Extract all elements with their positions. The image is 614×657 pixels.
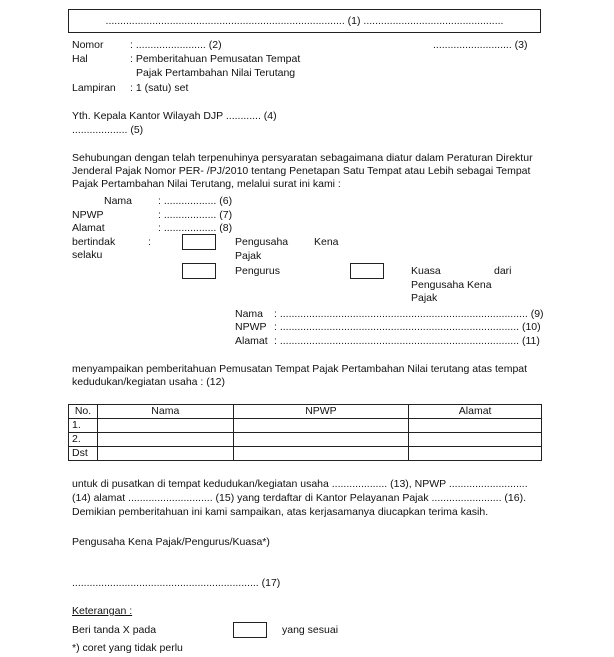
- column-header-npwp: NPWP: [233, 405, 409, 419]
- kuasa-nama-label: Nama: [235, 308, 264, 320]
- kuasa-npwp-value: : .................................................................................. (10): [274, 321, 541, 333]
- table-cell-npwp: [233, 447, 409, 461]
- npwp-label: NPWP: [72, 209, 104, 221]
- signature-line: ................................................................ (17): [72, 577, 281, 589]
- intro-paragraph: Sehubungan dengan telah terpenuhinya persyaratan sebagaimana diatur dalam Peraturan Direktur Jenderal Pajak Nomor PER- /PJ/2010 tentang Penetapan Satu Tempat atau Lebih sebagai Tempat Pajak Pertambahan Nilai Terutang, melalui surat ini kami :: [72, 152, 533, 190]
- table-row: [69, 447, 542, 461]
- bertindak-colon: :: [148, 236, 151, 248]
- recipient-line-2: ................... (5): [72, 124, 144, 136]
- kuasa-npwp-label: NPWP: [235, 321, 267, 333]
- letterhead-placeholder: .................................................................................. (1) ................................................: [105, 15, 504, 27]
- business-location-table: [68, 404, 542, 461]
- column-header-no: No.: [69, 405, 98, 419]
- table-cell-npwp: [233, 419, 409, 433]
- table-cell-alamat: [409, 433, 542, 447]
- closing-line-1: untuk di pusatkan di tempat kedudukan/kegiatan usaha ................... (13), NPWP ...........................: [72, 478, 528, 490]
- hal-value-1: : Pemberitahuan Pemusatan Tempat: [130, 53, 301, 65]
- notes-footnote: *) coret yang tidak perlu: [72, 642, 183, 654]
- notes-checkbox-before: Beri tanda X pada: [72, 624, 157, 636]
- bertindak-label: bertindak selaku: [72, 236, 116, 261]
- table-cell-nama: [97, 433, 233, 447]
- kuasa-alamat-label: Alamat: [235, 335, 268, 347]
- nomor-label: Nomor: [72, 39, 104, 51]
- table-cell-alamat: [409, 419, 542, 433]
- table-cell-nama: [97, 419, 233, 433]
- option-kuasa-label: Kuasa: [411, 265, 441, 277]
- checkbox-pengusaha-kena-pajak[interactable]: [182, 234, 216, 250]
- checkbox-pengurus[interactable]: [182, 263, 216, 279]
- signature-role: Pengusaha Kena Pajak/Pengurus/Kuasa*): [72, 536, 270, 548]
- letterhead-box: [68, 9, 541, 33]
- table-cell-no: Dst: [69, 447, 98, 461]
- option-pajak-label: Pajak: [235, 250, 262, 262]
- closing-line-3: Demikian pemberitahuan ini kami sampaikan, atas kerjasamanya diucapkan terima kasih.: [72, 506, 489, 518]
- table-cell-npwp: [233, 433, 409, 447]
- notes-checkbox-after: yang sesuai: [282, 624, 339, 636]
- alamat-value: : .................. (8): [158, 222, 233, 234]
- column-header-alamat: Alamat: [409, 405, 542, 419]
- table-row: [69, 419, 542, 433]
- table-cell-no: 2.: [69, 433, 98, 447]
- kuasa-nama-value: : ..................................................................................... (9): [274, 308, 544, 320]
- npwp-value: : .................. (7): [158, 209, 233, 221]
- nomor-value: : ........................ (2): [130, 39, 222, 51]
- option-kena-label: Kena: [314, 236, 339, 248]
- table-cell-no: 1.: [69, 419, 98, 433]
- statement-paragraph: menyampaikan pemberitahuan Pemusatan Tempat Pajak Pertambahan Nilai terutang atas tempat kedudukan/kegiatan usaha : (12): [72, 363, 528, 388]
- alamat-label: Alamat: [72, 222, 105, 234]
- table-header-row: [69, 405, 542, 419]
- table-row: [69, 433, 542, 447]
- lampiran-label: Lampiran: [72, 82, 116, 94]
- checkbox-kuasa[interactable]: [350, 263, 384, 279]
- option-pengusaha-label: Pengusaha: [235, 236, 289, 248]
- lampiran-value: : 1 (satu) set: [130, 82, 189, 94]
- column-header-nama: Nama: [97, 405, 233, 419]
- kuasa-alamat-value: : .................................................................................. (11): [274, 335, 540, 347]
- table-cell-nama: [97, 447, 233, 461]
- notes-title: Keterangan :: [72, 605, 133, 617]
- recipient-line-1: Yth. Kepala Kantor Wilayah DJP ............ (4): [72, 110, 277, 122]
- option-dari-label: dari: [494, 265, 512, 277]
- hal-label: Hal: [72, 53, 88, 65]
- hal-value-2: Pajak Pertambahan Nilai Terutang: [136, 67, 296, 79]
- table-cell-alamat: [409, 447, 542, 461]
- notes-sample-checkbox: [233, 622, 267, 638]
- option-pengusaha-kena-pajak-label: Pengusaha Kena Pajak: [411, 279, 492, 304]
- option-pengurus-label: Pengurus: [235, 265, 280, 277]
- nama-value: : .................. (6): [158, 195, 233, 207]
- closing-line-2: (14) alamat ............................. (15) yang terdaftar di Kantor Pelayanan Pajak ........................ (16).: [72, 492, 527, 504]
- date-placeholder: ........................... (3): [433, 39, 528, 51]
- nama-label: Nama: [104, 195, 133, 207]
